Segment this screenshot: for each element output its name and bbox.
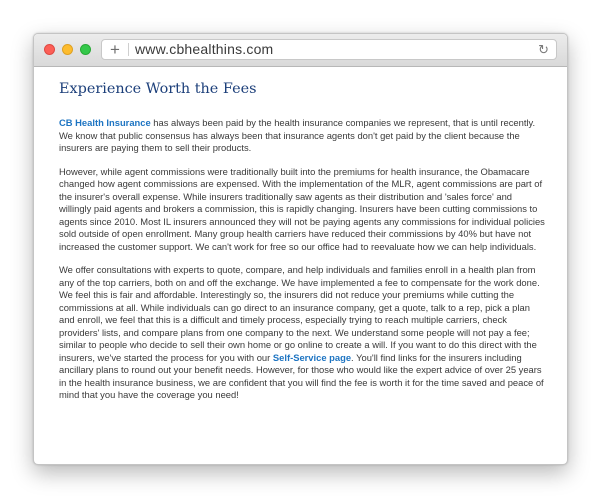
maximize-window-button[interactable] — [80, 44, 91, 55]
paragraph-commissions: However, while agent commissions were traditionally built into the premiums for health insurance, the Obamacare changed how agent commissions are expensed. With the implementation of the MLR, agent commissions are part of the insurer's overall expense. While insurers traditionally saw agents as their distribution and 'sales force' and willingly paid agents and brokers a commission, this is rapidly changing. Insurers have been cutting commissions to agents since 2010. Most IL insurers announced they will not be paying agents any commissions for individual policies sold outside of open enrollment. Many group health carriers have reduced their commissions by 40% but have not increased the customer support. We can't work for free so our office had to reevaluate how we can help individuals. — [59, 165, 545, 252]
paragraph-consultations — [59, 264, 545, 402]
self-service-page-link[interactable]: Self-Service page — [272, 351, 352, 363]
browser-toolbar — [34, 34, 567, 67]
brand-name: CB Health Insurance — [59, 117, 151, 128]
close-window-button[interactable] — [44, 44, 55, 55]
page-title: Experience Worth the Fees — [59, 81, 257, 97]
minimize-window-button[interactable] — [62, 44, 73, 55]
address-bar-divider — [128, 43, 129, 56]
paragraph-consultations-after: . You'll find links for the insurers including ancillary plans to round out your benefit needs. However, for those who would like the expert advice of over 25 years in the health insurance business, we are confident that you will find the fee is worth it for the time saved and peace of mind that you have the coverage you need! — [59, 351, 544, 400]
new-tab-icon[interactable]: + — [110, 40, 120, 59]
paragraph-consultations-before: We offer consultations with experts to quote, compare, and help individuals and families enroll in a health plan from any of the top carriers, both on and off the exchange. We have implemented a fee to compensate for the work done. We feel this is fair and affordable. Interestingly so, the insurers did not reduce your premiums while cutting the commissions at all. While individuals can go direct to an insurance company, get a quote, talk to a rep, pick a plan and enroll, we feel that this is a difficult and timely process, especially trying to reach multiple carriers, check providers' lists, and compare plans from one company to the next. We understand some people will not pay a fee; similar to people who decide to sell their own home or go online to create a will. If you want to do this direct with the insurers, we've started the process for you with our — [59, 264, 540, 363]
browser-window — [33, 33, 568, 465]
address-bar[interactable] — [101, 39, 557, 60]
paragraph-intro — [59, 117, 545, 155]
page-content — [59, 81, 545, 413]
url-text[interactable]: www.cbhealthins.com — [135, 41, 274, 57]
reload-icon[interactable]: ↻ — [538, 42, 549, 57]
paragraph-intro-text: has always been paid by the health insurance companies we represent, that is until recently. We know that public consensus has always been that insurance agents don't get paid by the client because the insurers are paying them to sell their products. — [59, 117, 536, 153]
